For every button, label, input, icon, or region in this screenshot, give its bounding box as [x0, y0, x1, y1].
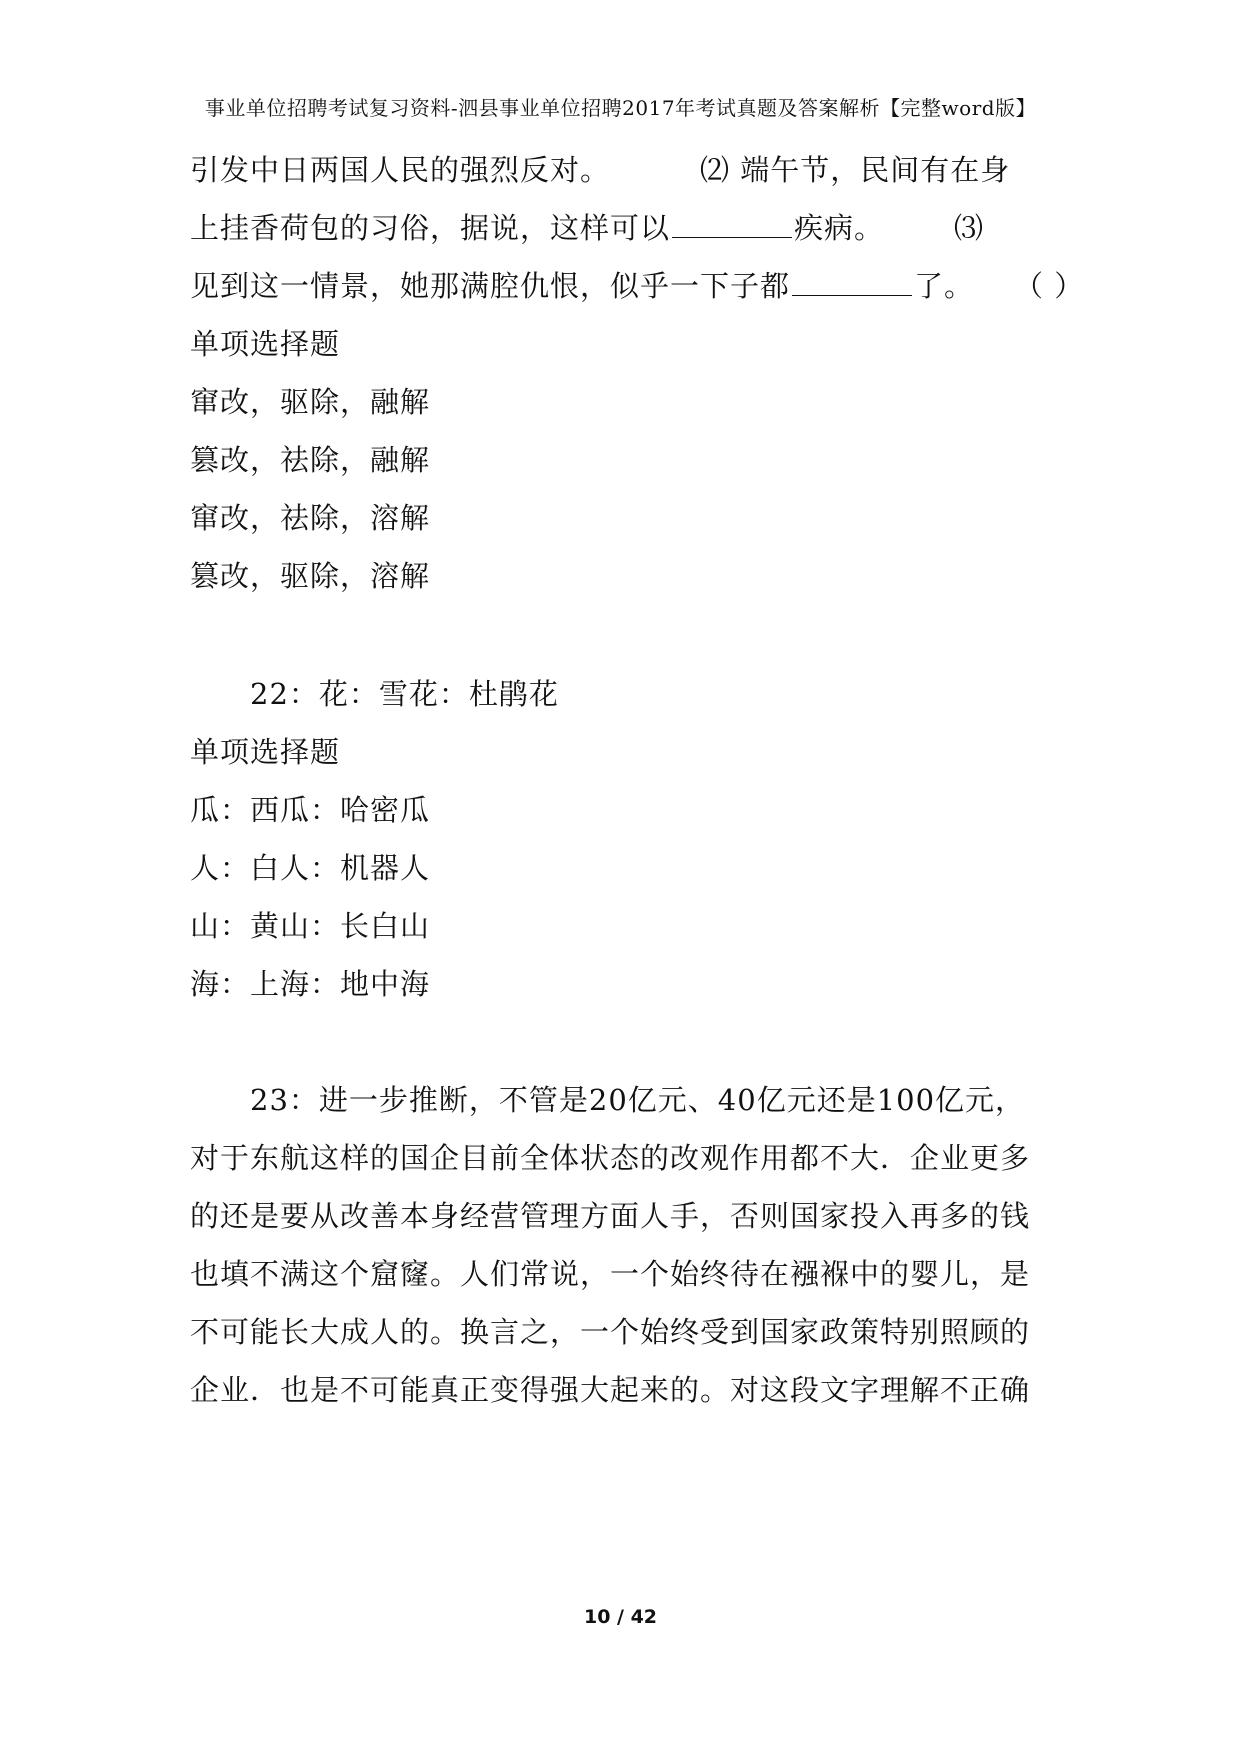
- answer-parentheses: （ ）: [1014, 269, 1085, 303]
- q21-option-c: 窜改，祛除，溶解: [190, 501, 431, 535]
- q23-line-1: 23：进一步推断，不管是20亿元、40亿元还是100亿元，: [250, 1083, 1026, 1117]
- q21-line-2-text-a: 上挂香荷包的习俗，据说，这样可以: [190, 211, 671, 245]
- q21-type-label: 单项选择题: [190, 327, 341, 361]
- q21-option-d: 篡改，驱除，溶解: [190, 559, 431, 593]
- q21-line-2-text-c: ⑶: [954, 211, 985, 245]
- q21-line-3-text-b: 了。: [914, 269, 975, 303]
- q23-line-2: 对于东航这样的国企目前全体状态的改观作用都不大．企业更多: [190, 1141, 1031, 1175]
- q21-line-3: [190, 264, 1084, 305]
- page-number: 10 / 42: [583, 1606, 658, 1628]
- q22-type-label: 单项选择题: [190, 735, 341, 769]
- q23-line-6: 企业．也是不可能真正变得强大起来的。对这段文字理解不正确: [190, 1373, 1031, 1407]
- fill-blank: [792, 294, 912, 296]
- q22-option-b: 人：白人：机器人: [190, 851, 431, 885]
- q22-option-d: 海：上海：地中海: [190, 967, 431, 1001]
- q21-option-b: 篡改，祛除，融解: [190, 443, 431, 477]
- fill-blank: [672, 236, 792, 238]
- q23-line-3: 的还是要从改善本身经营管理方面人手，否则国家投入再多的钱: [190, 1199, 1031, 1233]
- q23-line-4: 也填不满这个窟窿。人们常说，一个始终待在襁褓中的婴儿，是: [190, 1257, 1031, 1291]
- q22-option-a: 瓜：西瓜：哈密瓜: [190, 793, 431, 827]
- page-header: 事业单位招聘考试复习资料-泗县事业单位招聘2017年考试真题及答案解析【完整word版】: [204, 96, 1037, 120]
- q21-line-2-text-b: 疾病。: [794, 211, 885, 245]
- q22-stem: 22：花：雪花：杜鹃花: [250, 677, 559, 711]
- q21-line-2: [190, 206, 984, 247]
- q21-line-1: [190, 148, 1010, 189]
- q21-line-1-text-b: ⑵ 端午节，民间有在身: [700, 153, 1011, 187]
- q21-line-3-text-a: 见到这一情景，她那满腔仇恨，似乎一下子都: [190, 269, 791, 303]
- q21-line-1-text-a: 引发中日两国人民的强烈反对。: [190, 153, 611, 187]
- q21-option-a: 窜改，驱除，融解: [190, 385, 431, 419]
- q23-line-5: 不可能长大成人的。换言之，一个始终受到国家政策特别照顾的: [190, 1315, 1031, 1349]
- q22-option-c: 山：黄山：长白山: [190, 909, 431, 943]
